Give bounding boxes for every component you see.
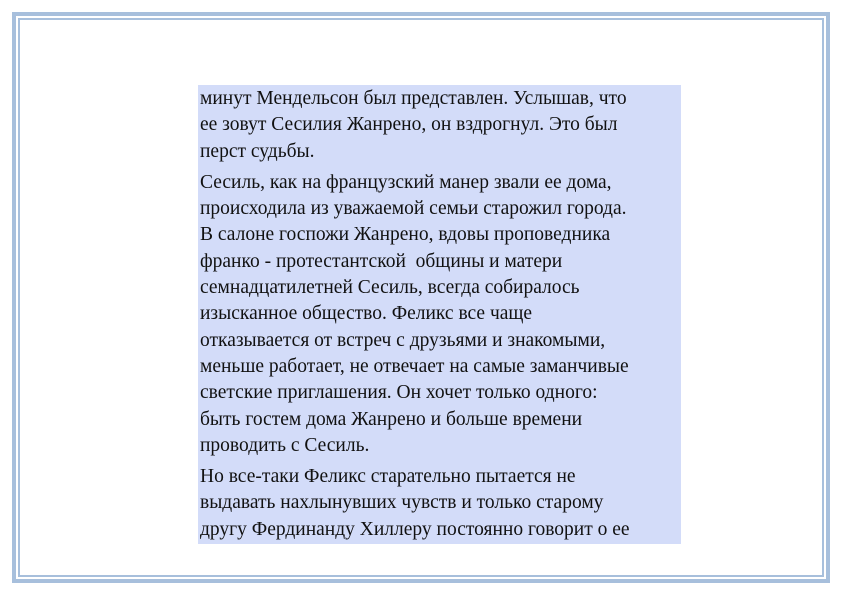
- text-line: Сесиль, как на французский манер звали ее дома,: [200, 171, 612, 193]
- text-line: проводить с Сесиль.: [200, 434, 370, 456]
- text-line: франко - протестантской общины и матери: [200, 250, 563, 272]
- text-line: быть гостем дома Жанрено и больше времени: [200, 408, 583, 430]
- text-line: семнадцатилетней Сесиль, всегда собиралось: [200, 277, 580, 299]
- paragraph-3: [200, 464, 679, 543]
- text-line: выдавать нахлынувших чувств и только старому: [200, 492, 604, 514]
- text-line: В салоне госпожи Жанрено, вдовы проповедника: [200, 224, 611, 246]
- paragraph-1: [200, 86, 679, 165]
- text-line: Но все-таки Феликс старательно пытается не: [200, 466, 576, 488]
- text-line: перст судьбы.: [200, 140, 315, 162]
- text-line: изысканное общество. Феликс все чаще: [200, 303, 533, 325]
- text-line: происходила из уважаемой семьи старожил города.: [200, 198, 627, 220]
- text-line: светские приглашения. Он хочет только одного:: [200, 382, 598, 404]
- text-line: другу Фердинанду Хиллеру постоянно говорит о ее: [200, 518, 630, 540]
- text-line: меньше работает, не отвечает на самые заманчивые: [200, 355, 629, 377]
- text-line: минут Мендельсон был представлен. Услышав, что: [200, 88, 627, 109]
- text-line: отказывается от встреч с друзьями и знакомыми,: [200, 329, 606, 351]
- text-line: ее зовут Сесилия Жанрено, он вздрогнул. Это был: [200, 114, 618, 136]
- text-block: [198, 85, 681, 544]
- paragraph-2: [200, 170, 679, 459]
